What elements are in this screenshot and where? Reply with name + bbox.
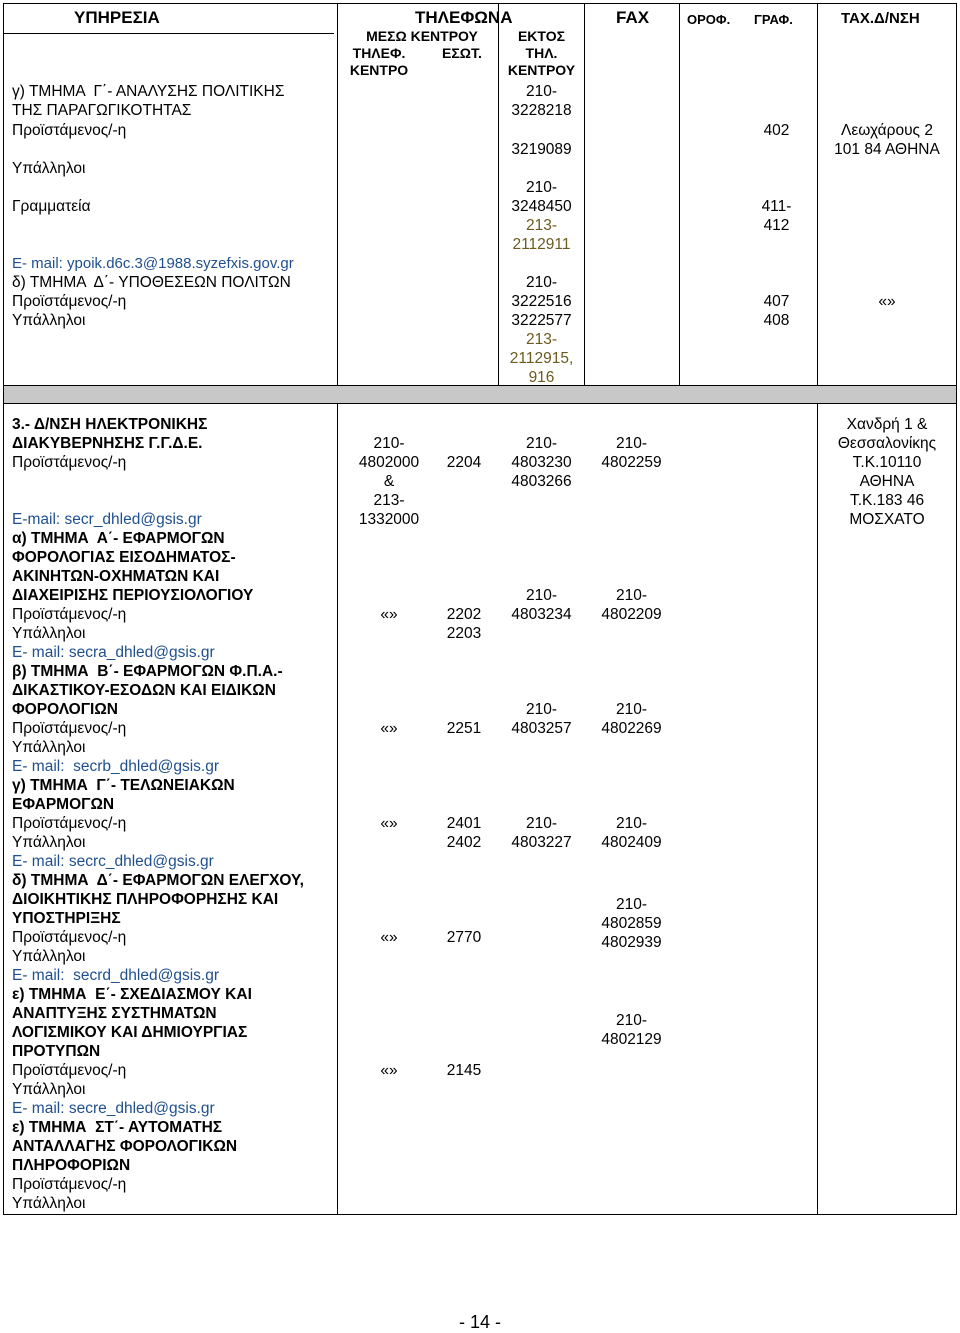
center-phone: 210- 4802000 & 213- 1332000 [358, 435, 420, 528]
col-divider [337, 4, 338, 1214]
outside-phone: 210- 4803257 [511, 701, 572, 737]
fax-number: 210- 4802269 [601, 701, 662, 737]
ext-number: 2770 [446, 929, 482, 946]
header-tel-center: ΤΗΛΕΦ. ΚΕΝΤΡΟ [349, 45, 409, 78]
head-label: Προϊστάμενος/-η [12, 1062, 127, 1079]
header-floor: ΟΡΟΦ. [687, 12, 731, 27]
section-title: δ) ΤΜΗΜΑ Δ΄- ΕΦΑΡΜΟΓΩΝ ΕΛΕΓΧΟΥ, ΔΙΟΙΚΗΤΙΚΗΣ ΠΛΗΡΟΦΟΡΗΣΗΣ ΚΑΙ ΥΠΟΣΤΗΡΙΞΗΣ [12, 872, 304, 927]
outside-phone: 210- 4803234 [511, 587, 572, 623]
outside-phone: 210- 4803230 4803266 [511, 435, 572, 490]
col-divider [584, 4, 585, 385]
header-outside: ΕΚΤΟΣ ΤΗΛ. ΚΕΝΤΡΟΥ [507, 28, 576, 78]
ext-number: 2401 2402 [446, 815, 482, 851]
staff-label: Υπάλληλοι [12, 739, 86, 756]
ext-number: 2204 [446, 454, 482, 471]
section-separator [4, 386, 956, 403]
col-divider [679, 4, 680, 385]
staff-label: Υπάλληλοι [12, 1195, 86, 1212]
phone-number: 210- 3222516 3222577 [511, 274, 572, 329]
section-title: ε) ΤΜΗΜΑ Ε΄- ΣΧΕΔΙΑΣΜΟΥ ΚΑΙ ΑΝΑΠΤΥΞΗΣ ΣΥΣΤΗΜΑΤΩΝ ΛΟΓΙΣΜΙΚΟΥ ΚΑΙ ΔΗΜΙΟΥΡΓΙΑΣ ΠΡΟΤΥΠΩΝ [12, 986, 252, 1060]
header-office: ΓΡΑΦ. [754, 12, 793, 27]
email-text: E- mail: ypoik.d6c.3@1988.syzefxis.gov.gr [12, 255, 294, 272]
row-divider [4, 33, 334, 34]
center-ditto: «» [380, 929, 398, 946]
ext-number: 2251 [446, 720, 482, 737]
staff-label: Υπάλληλοι [12, 312, 86, 329]
section-title: α) ΤΜΗΜΑ Α΄- ΕΦΑΡΜΟΓΩΝ ΦΟΡΟΛΟΓΙΑΣ ΕΙΣΟΔΗΜΑΤΟΣ- ΑΚΙΝΗΤΩΝ-ΟΧΗΜΑΤΩΝ ΚΑΙ ΔΙΑΧΕΙΡΙΣΗΣ ΠΕΡΙΟΥΣΙΟΛΟΓΙΟΥ [12, 530, 254, 604]
phone-number: 213- 2112915, 916 [509, 331, 574, 386]
fax-number: 210- 4802129 [601, 1012, 662, 1048]
head-label: Προϊστάμενος/-η [12, 454, 127, 471]
email-text: E- mail: secrb_dhled@gsis.gr [12, 758, 219, 775]
head-label: Προϊστάμενος/-η [12, 293, 127, 310]
address-text: Λεωχάρους 2 101 84 ΑΘΗΝΑ [834, 122, 940, 158]
header-phones: ΤΗΛΕΦΩΝΑ [415, 8, 513, 27]
email-text: E- mail: secre_dhled@gsis.gr [12, 1100, 215, 1117]
section-title: β) ΤΜΗΜΑ Β΄- ΕΦΑΡΜΟΓΩΝ Φ.Π.Α.- ΔΙΚΑΣΤΙΚΟΥ-ΕΣΟΔΩΝ ΚΑΙ ΕΙΔΙΚΩΝ ΦΟΡΟΛΟΓΙΩΝ [12, 663, 283, 718]
center-ditto: «» [380, 720, 398, 737]
head-label: Προϊστάμενος/-η [12, 1176, 127, 1193]
staff-label: Υπάλληλοι [12, 948, 86, 965]
head-label: Προϊστάμενος/-η [12, 606, 127, 623]
phone-number: 3219089 [511, 141, 572, 158]
ext-number: 2145 [446, 1062, 482, 1079]
head-label: Προϊστάμενος/-η [12, 815, 127, 832]
page-number: - 14 - [458, 1312, 501, 1332]
staff-label: Υπάλληλοι [12, 625, 86, 642]
fax-number: 210- 4802209 [601, 587, 662, 623]
col-divider [817, 4, 818, 1214]
fax-number: 210- 4802409 [601, 815, 662, 851]
email-text: E- mail: secra_dhled@gsis.gr [12, 644, 215, 661]
directory-table [3, 3, 957, 1215]
office-number: 402 [763, 122, 790, 139]
head-label: Προϊστάμενος/-η [12, 929, 127, 946]
center-ditto: «» [380, 606, 398, 623]
section-title: γ) ΤΜΗΜΑ Γ΄- ΤΕΛΩΝΕΙΑΚΩΝ ΕΦΑΡΜΟΓΩΝ [12, 777, 235, 813]
staff-label: Υπάλληλοι [12, 160, 86, 177]
phone-number: 210- 3248450 [511, 179, 572, 215]
header-via-center: ΜΕΣΩ ΚΕΝΤΡΟΥ [366, 28, 478, 44]
section-title: δ) ΤΜΗΜΑ Δ΄- ΥΠΟΘΕΣΕΩΝ ΠΟΛΙΤΩΝ [12, 274, 291, 291]
header-address: ΤΑΧ.Δ/ΝΣΗ [841, 10, 920, 27]
phone-number: 210- 3228218 [511, 83, 572, 119]
staff-label: Υπάλληλοι [12, 834, 86, 851]
secretariat-label: Γραμματεία [12, 198, 91, 215]
staff-label: Υπάλληλοι [12, 1081, 86, 1098]
header-fax: FAX [616, 8, 650, 27]
center-ditto: «» [380, 815, 398, 832]
email-text: E- mail: secrd_dhled@gsis.gr [12, 967, 219, 984]
head-label: Προϊστάμενος/-η [12, 720, 127, 737]
phone-number: 213- 2112911 [512, 217, 571, 253]
address-ditto: «» [878, 293, 896, 310]
head-label: Προϊστάμενος/-η [12, 122, 127, 139]
section-title: γ) ΤΜΗΜΑ Γ΄- ΑΝΑΛΥΣΗΣ ΠΟΛΙΤΙΚΗΣ ΤΗΣ ΠΑΡΑΓΩΓΙΚΟΤΗΤΑΣ [12, 83, 285, 119]
fax-number: 210- 4802859 4802939 [601, 896, 662, 951]
header-ext: ΕΣΩΤ. [442, 45, 482, 61]
row-divider [4, 403, 956, 404]
outside-phone: 210- 4803227 [511, 815, 572, 851]
ext-number: 2202 2203 [446, 606, 482, 642]
office-number: 411- 412 [761, 198, 792, 234]
office-number: 407 408 [763, 293, 790, 329]
center-ditto: «» [380, 1062, 398, 1079]
directorate-title: 3.- Δ/ΝΣΗ ΗΛΕΚΤΡΟΝΙΚΗΣ ΔΙΑΚΥΒΕΡΝΗΣΗΣ Γ.Γ.Δ.Ε. [12, 416, 208, 452]
email-text: E-mail: secr_dhled@gsis.gr [12, 511, 202, 528]
address-text: Χανδρή 1 & Θεσσαλονίκης Τ.Κ.10110 ΑΘΗΝΑ Τ.Κ.183 46 ΜΟΣΧΑΤΟ [837, 416, 937, 528]
header-service: ΥΠΗΡΕΣΙΑ [74, 8, 160, 27]
fax-number: 210- 4802259 [601, 435, 662, 471]
email-text: E- mail: secrc_dhled@gsis.gr [12, 853, 214, 870]
section-title: ε) ΤΜΗΜΑ ΣΤ΄- ΑΥΤΟΜΑΤΗΣ ΑΝΤΑΛΛΑΓΗΣ ΦΟΡΟΛΟΓΙΚΩΝ ΠΛΗΡΟΦΟΡΙΩΝ [12, 1119, 238, 1174]
